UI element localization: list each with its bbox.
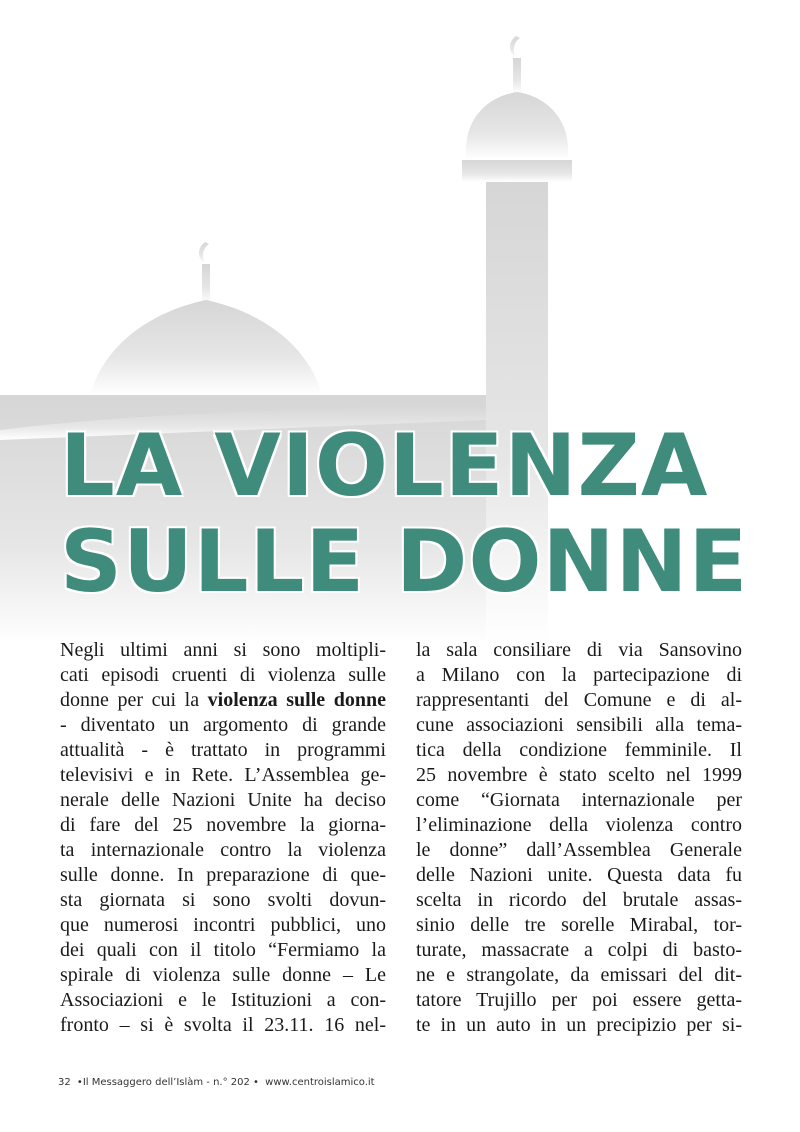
text-line: turate, massacrate a colpi di basto-	[416, 939, 742, 961]
text-line: dei quali con il titolo “Fermiamo la	[60, 939, 386, 961]
text-line: le donne” dall’Assemblea Generale	[416, 839, 742, 861]
text-line: tatore Trujillo per poi essere getta-	[416, 989, 742, 1011]
article-title	[60, 418, 780, 610]
text-line: attualità - è trattato in programmi	[60, 739, 386, 761]
text-line: sulle donne. In preparazione di que-	[60, 864, 386, 886]
text-line: tica della condizione femminile. Il	[416, 739, 742, 761]
text-line-start: donne per cui la	[60, 689, 208, 711]
page-number: 32	[58, 1077, 71, 1088]
text-line: Negli ultimi anni si sono moltipli-	[60, 639, 386, 661]
text-line: come “Giornata internazionale per	[416, 789, 742, 811]
title-line-1: LA VIOLENZA	[60, 416, 709, 516]
text-line: l’eliminazione della violenza contro	[416, 814, 742, 836]
website-link[interactable]: www.centroislamico.it	[265, 1077, 375, 1088]
text-line: cati episodi cruenti di violenza sulle	[60, 664, 386, 686]
text-line: ta internazionale contro la violenza	[60, 839, 386, 861]
text-line: Associazioni e le Istituzioni a con-	[60, 989, 386, 1011]
article-column-left	[60, 638, 386, 1038]
text-line: televisivi e in Rete. L’Assemblea ge-	[60, 764, 386, 786]
text-line: a Milano con la partecipazione di	[416, 664, 742, 686]
page-footer	[58, 1077, 378, 1088]
text-line: delle Nazioni unite. Questa data fu	[416, 864, 742, 886]
text-line: 25 novembre è stato scelto nel 1999	[416, 764, 742, 786]
article-column-right	[416, 638, 742, 1038]
text-line: ne e strangolate, da emissari del dit-	[416, 964, 742, 986]
text-line: que numerosi incontri pubblici, uno	[60, 914, 386, 936]
bold-phrase: violenza sulle donne	[207, 689, 386, 711]
text-line	[60, 688, 386, 713]
title-line-2: SULLE DONNE	[60, 512, 749, 612]
text-line: te in un auto in un precipizio per si-	[416, 1014, 742, 1036]
text-line: sta giornata si sono svolti dovun-	[60, 889, 386, 911]
text-line: - diventato un argomento di grande	[60, 714, 386, 736]
text-line: scelta in ricordo del brutale assas-	[416, 889, 742, 911]
text-line: fronto – si è svolta il 23.11. 16 nel-	[60, 1014, 386, 1036]
text-line: cune associazioni sensibili alla tema-	[416, 714, 742, 736]
text-line: nerale delle Nazioni Unite ha deciso	[60, 789, 386, 811]
text-line: di fare del 25 novembre la giorna-	[60, 814, 386, 836]
text-line: sinio delle tre sorelle Mirabal, tor-	[416, 914, 742, 936]
text-line: spirale di violenza sulle donne – Le	[60, 964, 386, 986]
text-line: la sala consiliare di via Sansovino	[416, 639, 742, 661]
magazine-name: •Il Messaggero dell’Islàm - n.° 202 •	[76, 1077, 259, 1088]
text-line: rappresentanti del Comune e di al-	[416, 689, 742, 711]
